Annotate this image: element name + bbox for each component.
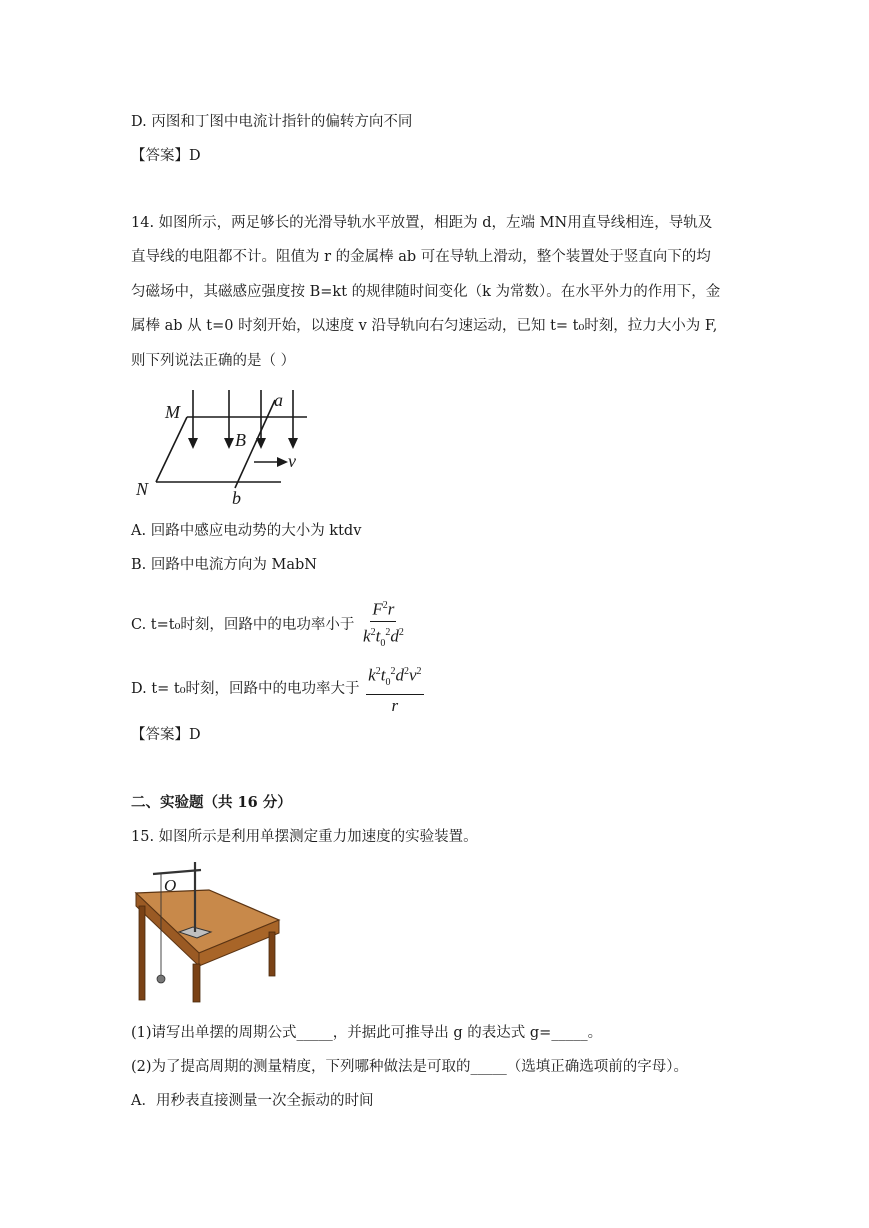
option-c-fraction: $\frac{F^2r}{k^2t_0^2d^2}$ (361, 596, 406, 654)
q15-sub2: (2)为了提高周期的测量精度，下列哪种做法是可取的_____（选填正确选项前的字母）。 (131, 1059, 689, 1075)
option-d-fraction: $\frac{k^2t_0^2d^2v^2}{r}$ (366, 662, 423, 716)
q14-stem-line3: 匀磁场中，其磁感应强度按 B=kt 的规律随时间变化（k 为常数）。在水平外力的作用下，金 (131, 284, 721, 300)
q14-option-c (131, 596, 406, 654)
q14-stem-line1: 14. 如图所示，两足够长的光滑导轨水平放置，相距为 d，左端 MN用直导线相连，导轨及 (131, 215, 713, 231)
q15-option-a: A．用秒表直接测量一次全振动的时间 (131, 1093, 374, 1109)
label-N: N (136, 479, 149, 499)
section2-title: 二、实验题（共 16 分） (131, 794, 292, 811)
q13-option-d: D. 丙图和丁图中电流计指针的偏转方向不同 (131, 114, 413, 130)
q14-answer: 【答案】D (131, 727, 201, 743)
pendulum-figure (131, 858, 281, 1008)
label-B: B (235, 430, 246, 450)
q14-option-c-text: C. t=t₀时刻，回路中的电功率小于 (131, 616, 355, 633)
label-v: v (288, 451, 296, 471)
q13-answer: 【答案】D (131, 148, 201, 164)
label-O: O (164, 876, 177, 895)
q14-stem-line4: 属棒 ab 从 t=0 时刻开始，以速度 v 沿导轨向右匀速运动，已知 t= t₀时刻，拉力大小为 F, (131, 318, 718, 334)
label-a: a (274, 390, 283, 410)
q14-option-b: B. 回路中电流方向为 MabN (131, 557, 317, 573)
q14-stem-line2: 直导线的电阻都不计。阻值为 r 的金属棒 ab 可在导轨上滑动，整个装置处于竖直向下的均 (131, 249, 711, 265)
q14-option-d (131, 662, 424, 716)
q14-option-a: A. 回路中感应电动势的大小为 ktdv (131, 523, 362, 539)
label-b: b (232, 488, 241, 506)
rail-circuit-figure (131, 386, 316, 506)
q15-stem: 15. 如图所示是利用单摆测定重力加速度的实验装置。 (131, 829, 478, 845)
q15-sub1: (1)请写出单摆的周期公式_____，并据此可推导出 g 的表达式 g=_____。 (131, 1025, 603, 1041)
q14-option-d-text: D. t= t₀时刻，回路中的电功率大于 (131, 681, 360, 698)
label-M: M (165, 402, 180, 422)
q14-stem-line5: 则下列说法正确的是（ ） (131, 353, 296, 369)
